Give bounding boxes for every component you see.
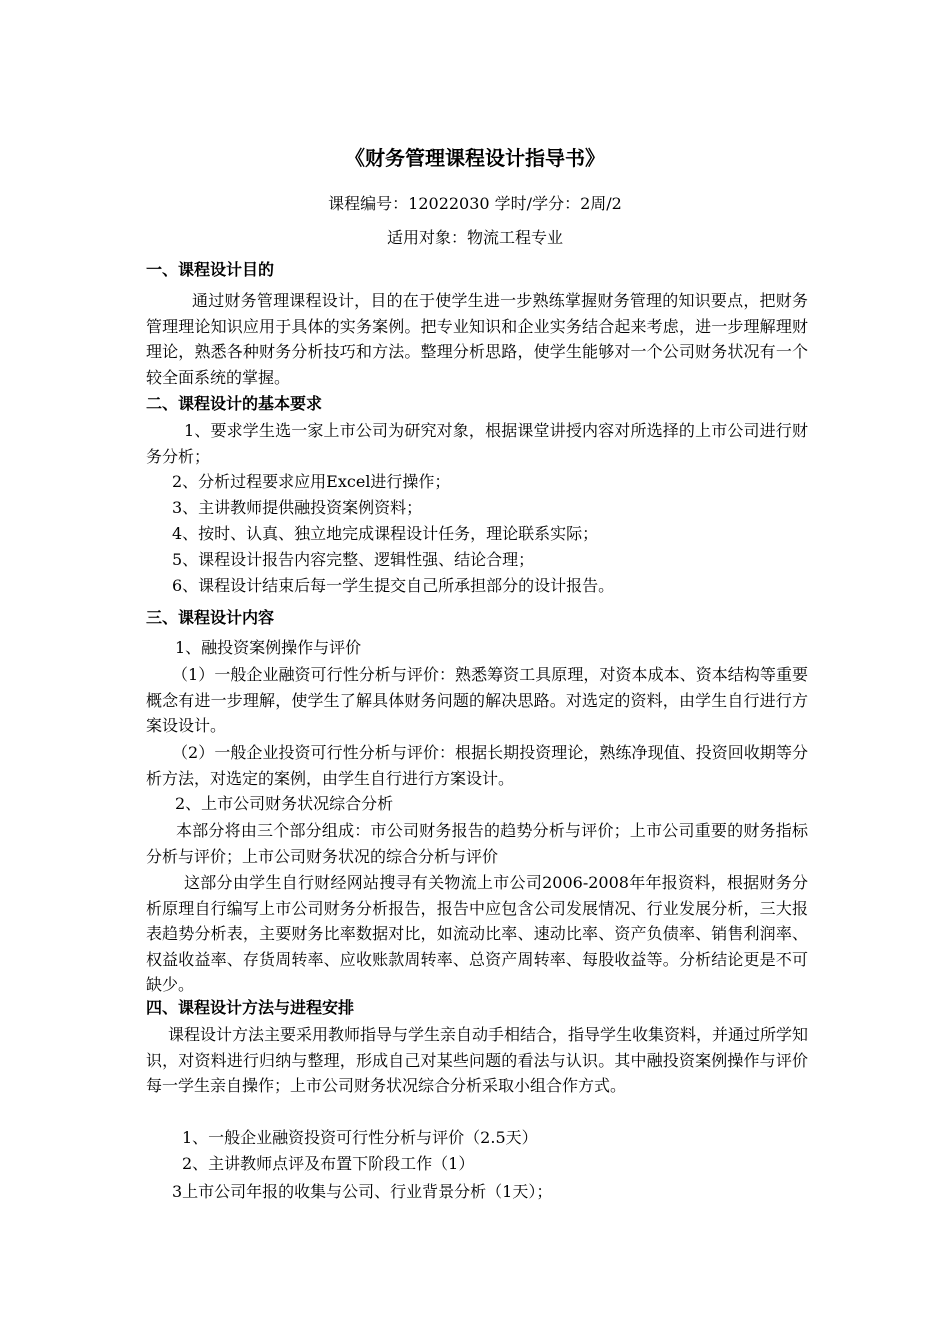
requirement-item: 3、主讲教师提供融投资案例资料； <box>172 498 423 517</box>
content-paragraph: （1）一般企业融资可行性分析与评价：熟悉筹资工具原理，对资本成本、资本结构等重要概念有进一步理解，使学生了解具体财务问题的解决思路。对选定的资料，由学生自行进行方案设设计。 <box>146 665 808 735</box>
content-paragraph: （2）一般企业投资可行性分析与评价：根据长期投资理论，熟练净现值、投资回收期等分析方法，对选定的案例，由学生自行进行方案设计。 <box>146 743 808 788</box>
requirement-item: 1、要求学生选一家上市公司为研究对象，根据课堂讲授内容对所选择的上市公司进行财务分析； <box>146 421 808 466</box>
section-4-heading: 四、课程设计方法与进程安排 <box>146 998 355 1017</box>
schedule-item: 1、一般企业融资投资可行性分析与评价（2.5天） <box>182 1128 538 1147</box>
section-3-heading: 三、课程设计内容 <box>146 608 275 627</box>
schedule-item: 2、主讲教师点评及布置下阶段工作（1） <box>182 1154 475 1173</box>
content-subheading: 2、上市公司财务状况综合分析 <box>175 794 394 813</box>
requirement-item: 5、课程设计报告内容完整、逻辑性强、结论合理； <box>172 550 535 569</box>
course-info: 课程编号：12022030 学时/学分：2周/2 <box>328 194 622 213</box>
section-1-paragraph: 通过财务管理课程设计，目的在于使学生进一步熟练掌握财务管理的知识要点，把财务管理理论知识应用于具体的实务案例。把专业知识和企业实务结合起来考虑，进一步理解理财理论，熟悉各种财务分析技巧和方法。整理分析思路，使学生能够对一个公司财务状况有一个较全面系统的掌握。 <box>146 291 808 387</box>
requirement-item: 6、课程设计结束后每一学生提交自己所承担部分的设计报告。 <box>172 576 615 595</box>
document-title: 《财务管理课程设计指导书》 <box>345 146 605 170</box>
content-paragraph: 本部分将由三个部分组成：市公司财务报告的趋势分析与评价；上市公司重要的财务指标分析与评价；上市公司财务状况的综合分析与评价 <box>146 821 808 866</box>
section-1-heading: 一、课程设计目的 <box>146 260 275 279</box>
method-paragraph: 课程设计方法主要采用教师指导与学生亲自动手相结合，指导学生收集资料，并通过所学知识，对资料进行归纳与整理，形成自己对某些问题的看法与认识。其中融投资案例操作与评价每一学生亲自操作；上市公司财务状况综合分析采取小组合作方式。 <box>146 1025 809 1095</box>
requirement-item: 2、分析过程要求应用Excel进行操作； <box>172 472 451 491</box>
section-2-heading: 二、课程设计的基本要求 <box>146 394 323 413</box>
audience: 适用对象：物流工程专业 <box>386 228 563 247</box>
schedule-item: 3上市公司年报的收集与公司、行业背景分析（1天）； <box>172 1182 553 1201</box>
content-subheading: 1、融投资案例操作与评价 <box>175 638 362 657</box>
requirement-item: 4、按时、认真、独立地完成课程设计任务，理论联系实际； <box>172 524 599 543</box>
content-paragraph: 这部分由学生自行财经网站搜寻有关物流上市公司2006-2008年年报资料，根据财务分析原理自行编写上市公司财务分析报告，报告中应包含公司发展情况、行业发展分析，三大报表趋势分析表，主要财务比率数据对比，如流动比率、速动比率、资产负债率、销售利润率、权益收益率、存货周转率、应收账款周转率、总资产周转率、每股收益等。分析结论更是不可缺少。 <box>146 873 808 994</box>
